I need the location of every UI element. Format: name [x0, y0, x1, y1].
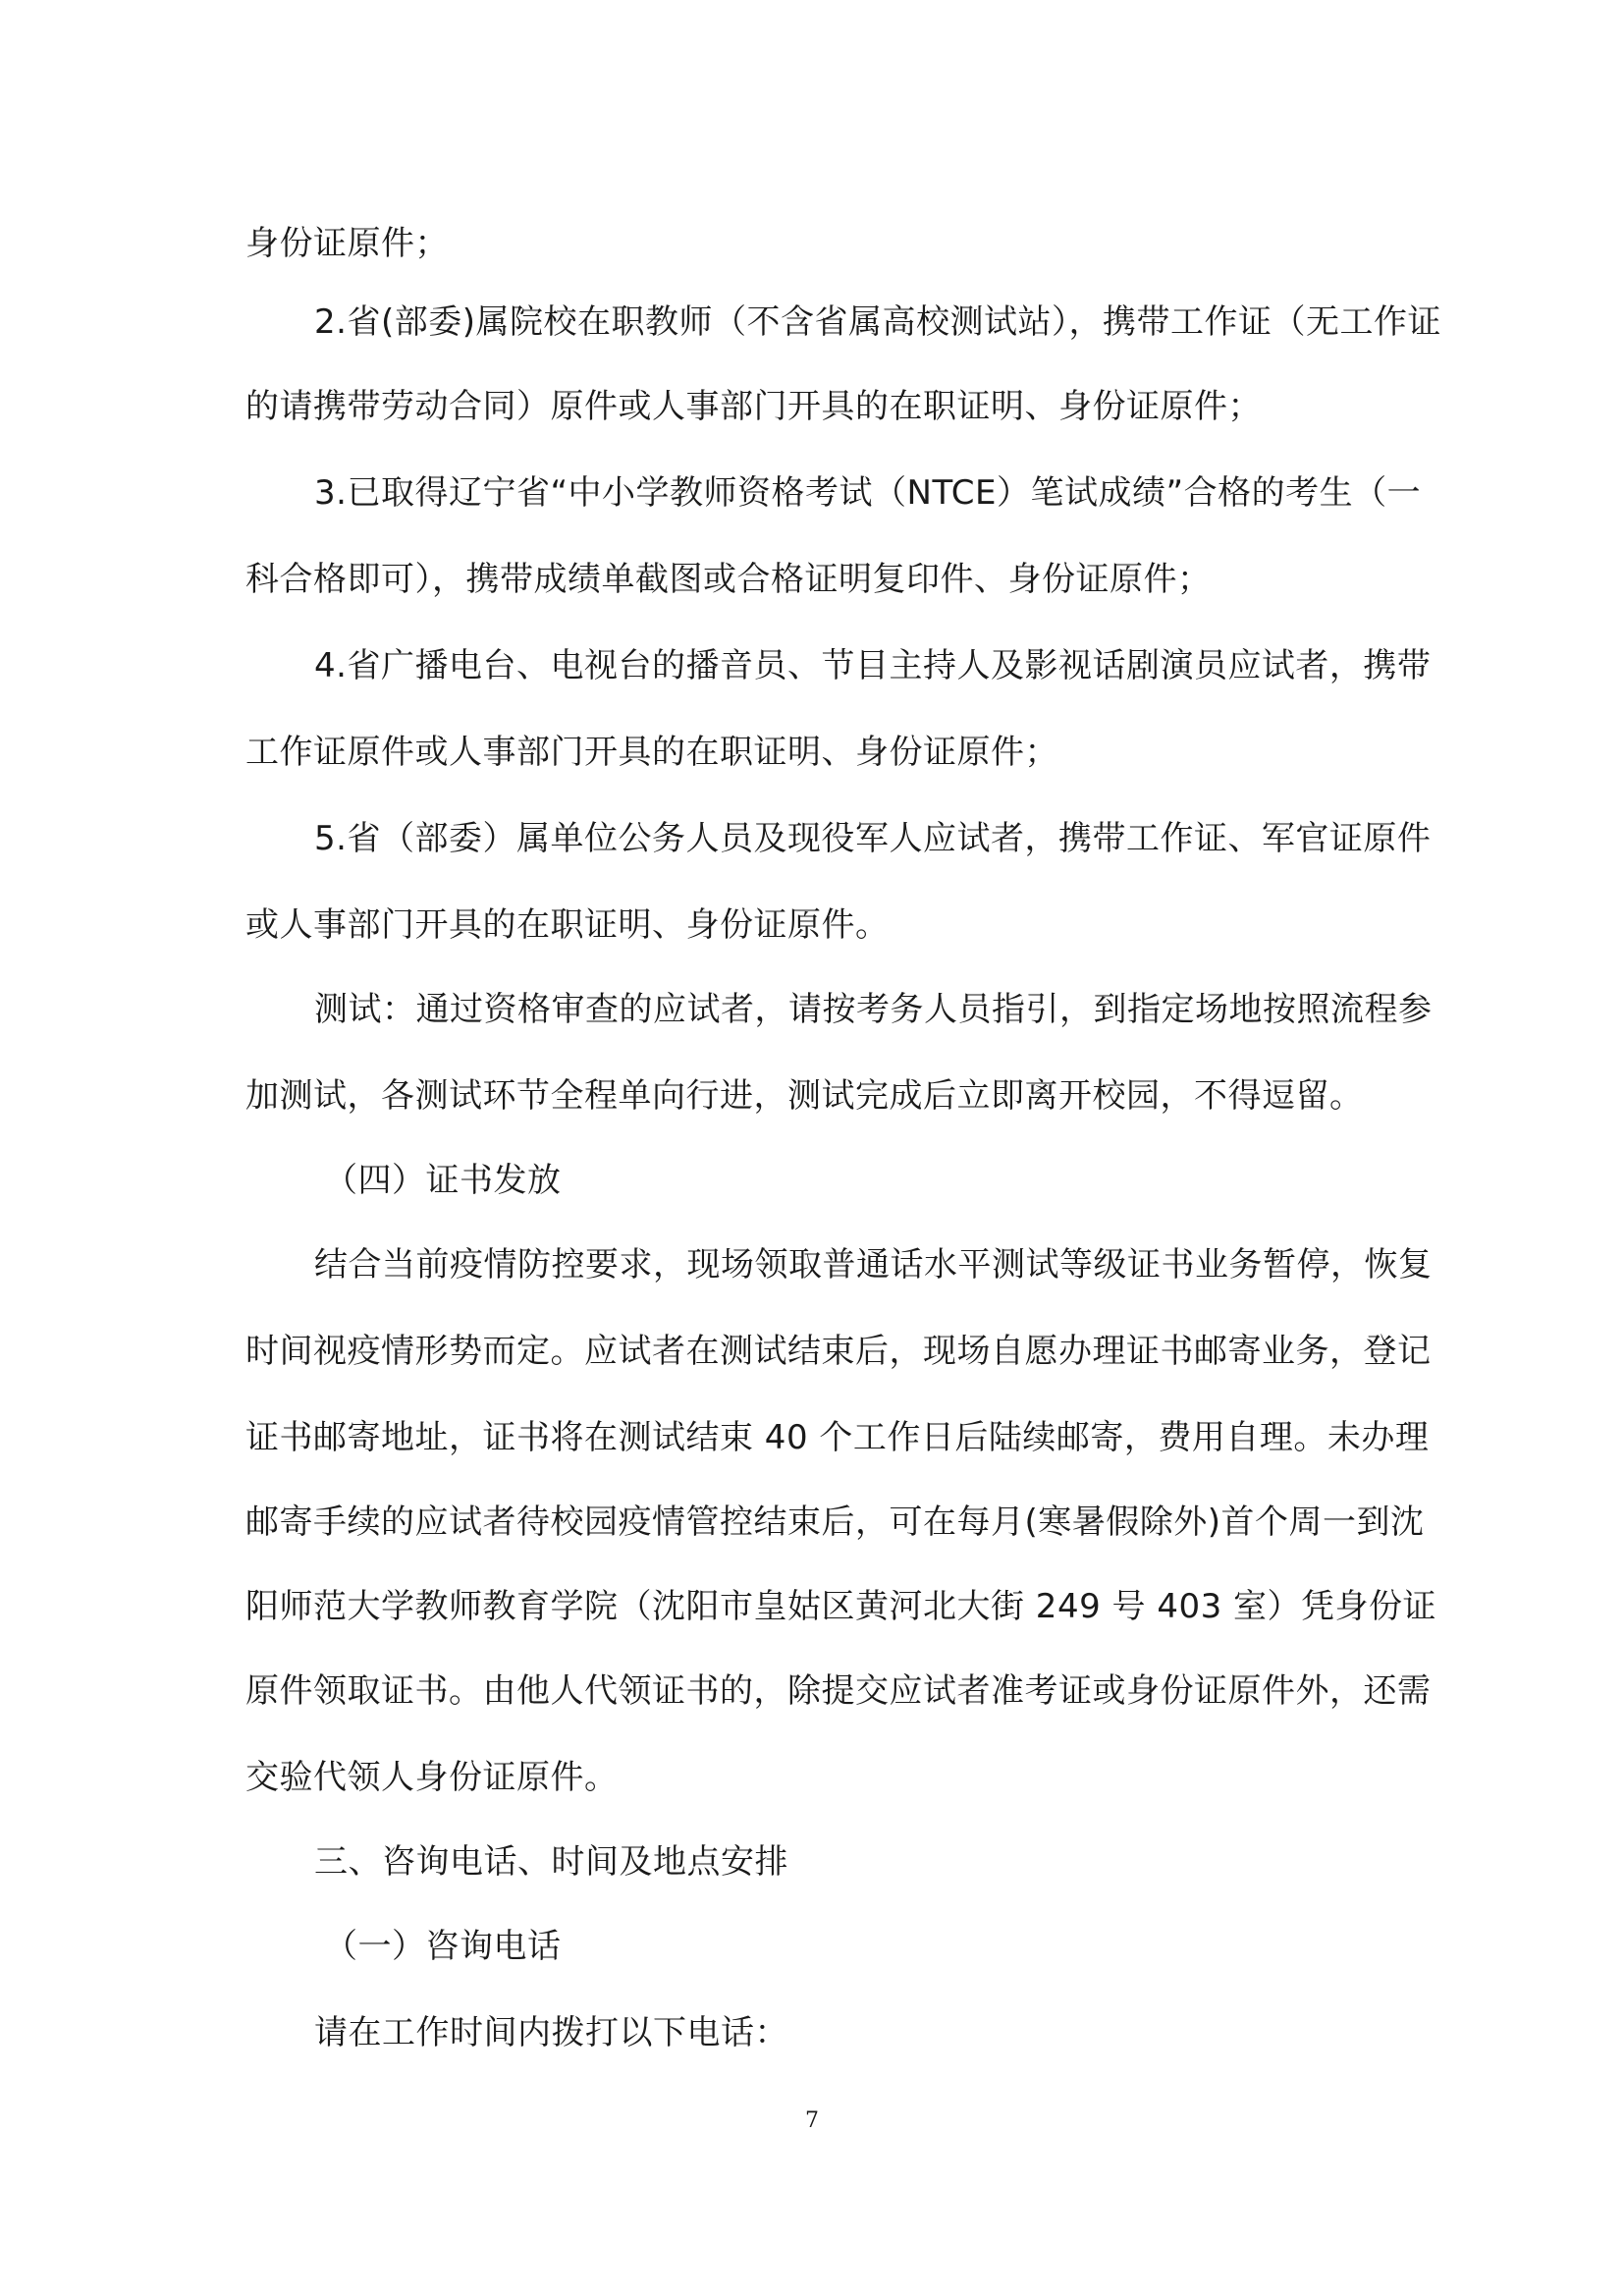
- certificate-paragraph-line-4: 邮寄手续的应试者待校园疫情管控结束后，可在每月(寒暑假除外)首个周一到沈: [245, 1503, 1425, 1542]
- certificate-paragraph-line-7: 交验代领人身份证原件。: [245, 1758, 619, 1797]
- test-paragraph-line-2: 加测试，各测试环节全程单向行进，测试完成后立即离开校园，不得逗留。: [245, 1076, 1364, 1116]
- subsection-heading-phone: （一）咨询电话: [324, 1927, 562, 1966]
- list-item-2-line-2: 的请携带劳动合同）原件或人事部门开具的在职证明、身份证原件；: [245, 387, 1262, 426]
- list-item-4-line-2: 工作证原件或人事部门开具的在职证明、身份证原件；: [245, 733, 1058, 772]
- certificate-paragraph-line-5: 阳师范大学教师教育学院（沈阳市皇姑区黄河北大街 249 号 403 室）凭身份证: [245, 1587, 1437, 1626]
- certificate-paragraph-line-1: 结合当前疫情防控要求，现场领取普通话水平测试等级证书业务暂停，恢复: [314, 1245, 1433, 1285]
- phone-intro-text: 请在工作时间内拨打以下电话：: [314, 2013, 788, 2052]
- list-item-2-line-1: 2.省(部委)属院校在职教师（不含省属高校测试站），携带工作证（无工作证: [314, 302, 1441, 342]
- list-item-3-line-2: 科合格即可），携带成绩单截图或合格证明复印件、身份证原件；: [245, 560, 1212, 599]
- list-item-3-line-1: 3.已取得辽宁省“中小学教师资格考试（NTCE）笔试成绩”合格的考生（一: [314, 473, 1422, 513]
- certificate-paragraph-line-6: 原件领取证书。由他人代领证书的，除提交应试者准考证或身份证原件外，还需: [245, 1671, 1432, 1711]
- section-heading-consultation: 三、咨询电话、时间及地点安排: [314, 1842, 788, 1882]
- certificate-paragraph-line-2: 时间视疫情形势而定。应试者在测试结束后，现场自愿办理证书邮寄业务，登记: [245, 1332, 1432, 1371]
- list-item-4-line-1: 4.省广播电台、电视台的播音员、节目主持人及影视话剧演员应试者，携带: [314, 646, 1432, 685]
- certificate-paragraph-line-3: 证书邮寄地址，证书将在测试结束 40 个工作日后陆续邮寄，费用自理。未办理: [245, 1418, 1430, 1457]
- page-number: 7: [805, 2108, 819, 2133]
- list-item-5-line-1: 5.省（部委）属单位公务人员及现役军人应试者，携带工作证、军官证原件: [314, 819, 1432, 858]
- paragraph-line-1: 身份证原件；: [245, 224, 449, 263]
- section-heading-certificate: （四）证书发放: [324, 1161, 562, 1200]
- test-paragraph-line-1: 测试：通过资格审查的应试者，请按考务人员指引，到指定场地按照流程参: [314, 990, 1433, 1029]
- list-item-5-line-2: 或人事部门开具的在职证明、身份证原件。: [245, 905, 890, 945]
